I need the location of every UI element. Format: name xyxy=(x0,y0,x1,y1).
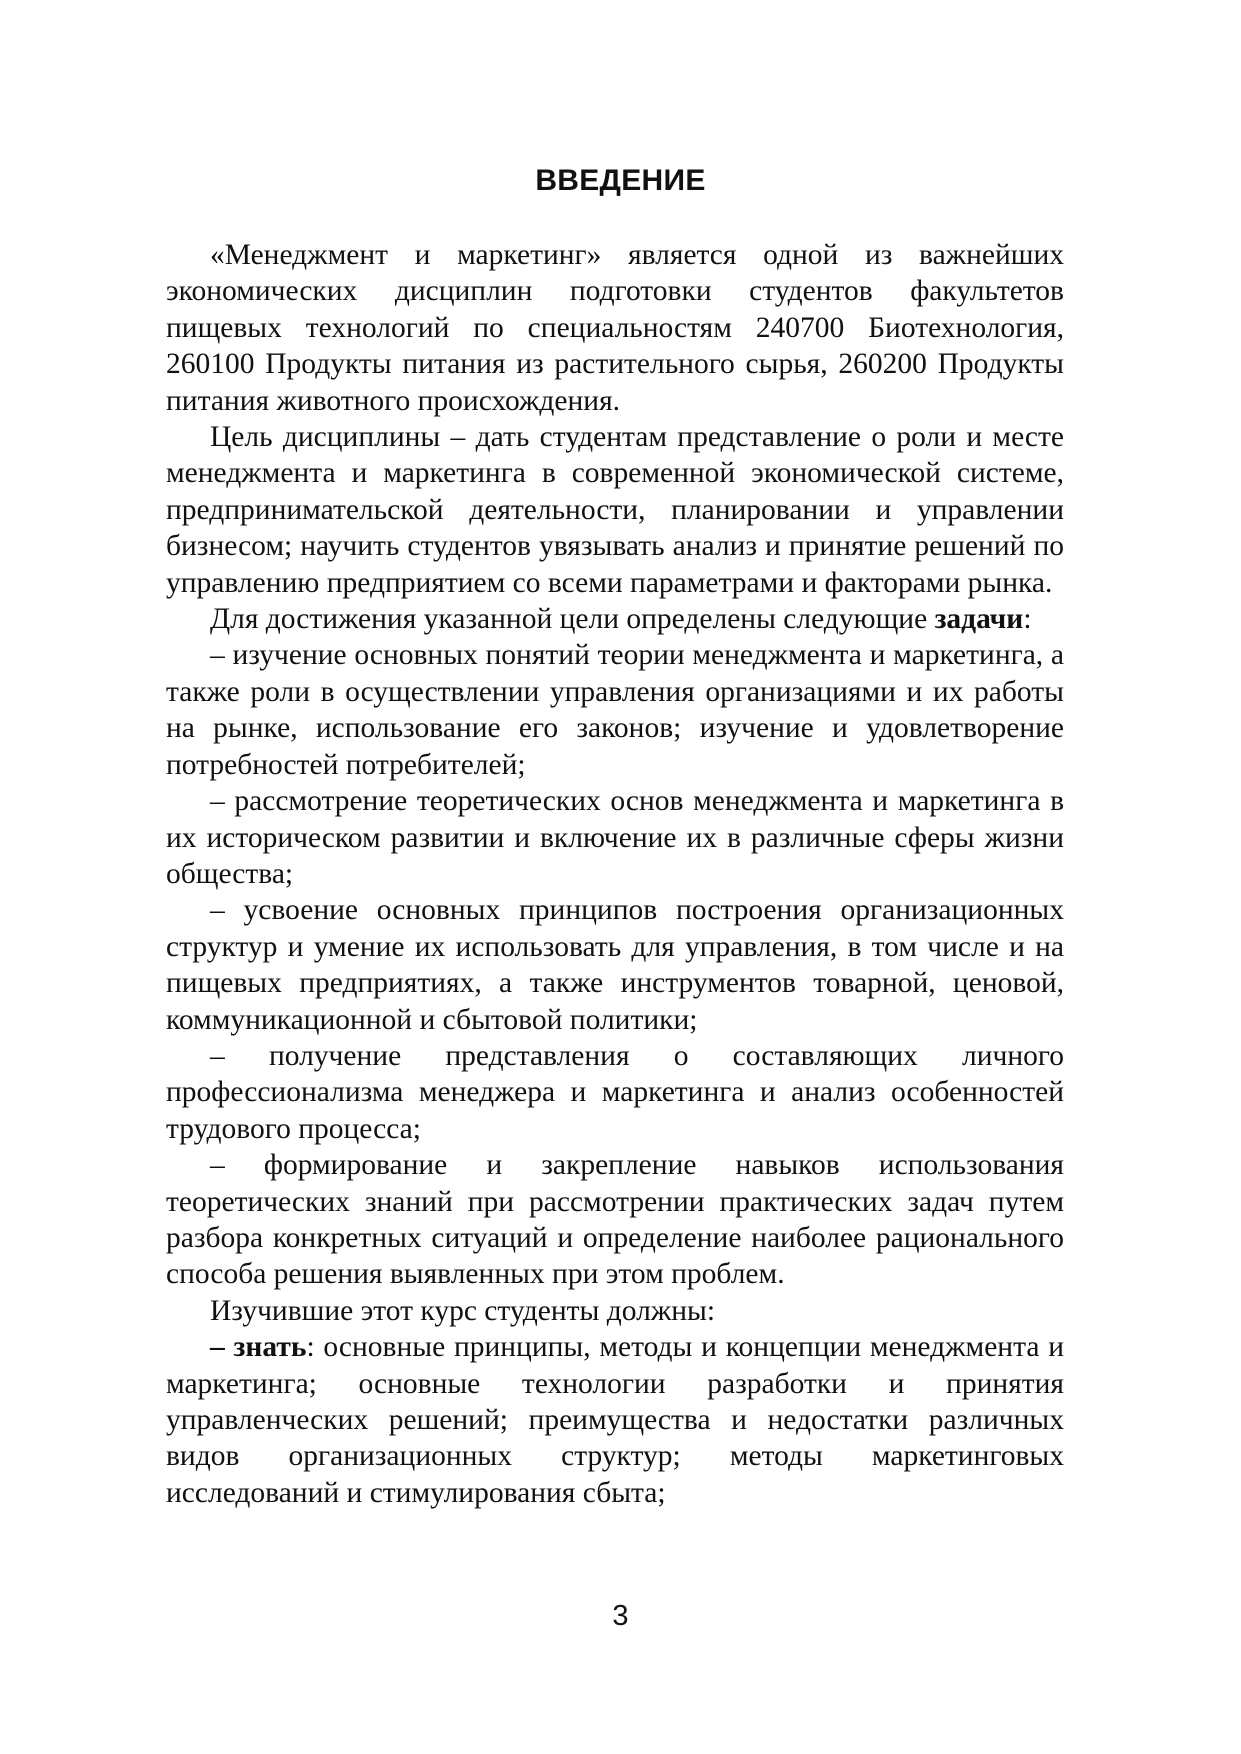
task-item-4: – получение представления о составляющих личного профессионализма менеджера и маркетинга и анализ особенностей трудового процесса; xyxy=(166,1039,1064,1145)
task-item-1: – изучение основных понятий теории менеджмента и маркетинга, а также роли в осуществлении управления организациями и их работы на рынке, использование его законов; изучение и удовлетворение потребностей потребителей; xyxy=(166,639,1064,781)
page-number: 3 xyxy=(612,1600,629,1632)
task-item-2: – рассмотрение теоретических основ менеджмента и маркетинга в их историческом развитии и включение их в различные сферы жизни общества; xyxy=(166,785,1064,890)
knowledge-item xyxy=(166,1329,1064,1511)
tasks-keyword: задачи xyxy=(934,603,1024,636)
tasks-intro-colon: : xyxy=(1023,603,1032,636)
page-title: ВВЕДЕНИЕ xyxy=(535,164,706,197)
tasks-intro-text: Для достижения указанной цели определены следующие xyxy=(210,603,935,636)
body-text xyxy=(166,237,1064,1511)
knowledge-text: : основные принципы, методы и концепции менеджмента и маркетинга; основные технологии разработки и принятия управленческих решений; преимущества и недостатки различных видов организационных структур; методы маркетинговых исследований и стимулирования сбыта; xyxy=(166,1331,1064,1509)
paragraph-tasks-intro xyxy=(166,601,1064,637)
knowledge-keyword: – знать xyxy=(210,1331,307,1364)
task-item-3: – усвоение основных принципов построения организационных структур и умение их использовать для управления, в том числе и на пищевых предприятиях, а также инструментов товарной, ценовой, коммуникационной и сбытовой политики; xyxy=(166,894,1064,1036)
paragraph-intro: «Менеджмент и маркетинг» является одной из важнейших экономических дисциплин подготовки студентов факультетов пищевых технологий по специальностям 240700 Биотехнология, 260100 Продукты питания из растительного сырья, 260200 Продукты питания животного происхождения. xyxy=(166,239,1064,417)
paragraph-goal: Цель дисциплины – дать студентам представление о роли и месте менеджмента и маркетинга в современной экономической системе, предпринимательской деятельности, планировании и управлении бизнесом; научить студентов увязывать анализ и принятие решений по управлению предприятием со всеми параметрами и факторами рынка. xyxy=(166,421,1064,599)
task-item-5: – формирование и закрепление навыков использования теоретических знаний при рассмотрении практических задач путем разбора конкретных ситуаций и определение наиболее рационального способа решения выявленных при этом проблем. xyxy=(166,1149,1064,1291)
paragraph-students-must: Изучившие этот курс студенты должны: xyxy=(210,1294,716,1327)
